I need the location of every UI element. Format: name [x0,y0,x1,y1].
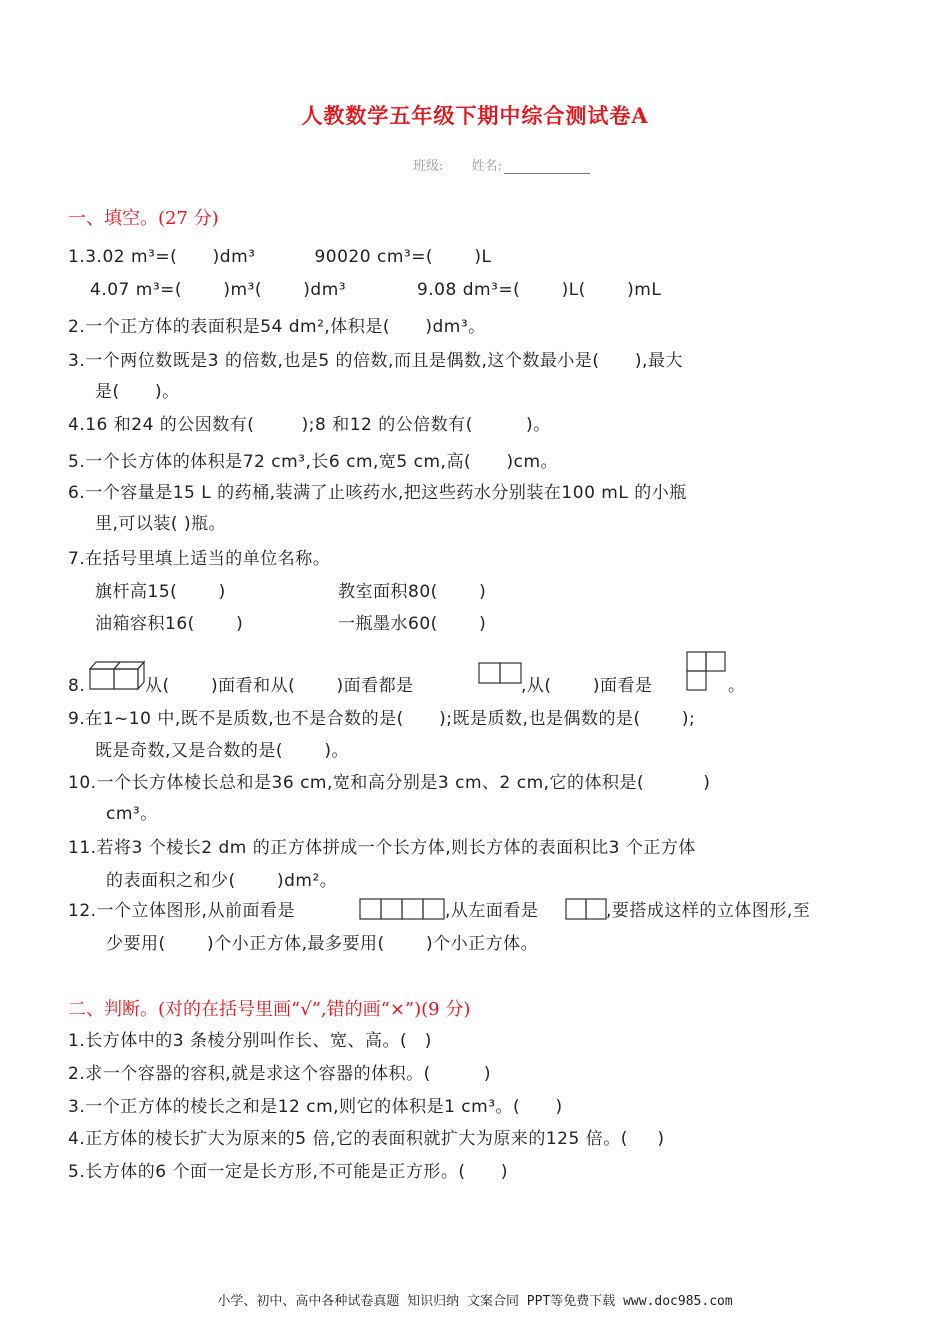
question-12-text-3: ,要搭成这样的立体图形,至 [606,901,811,921]
question-1a: 1.3.02 m³=( )dm³ 90020 cm³=( )L [68,247,492,267]
question-9b: 既是奇数,又是合数的是( )。 [95,741,349,761]
section-2-title: 二、判断。(对的在括号里画“√”,错的画“×”)(9 分) [68,999,471,1020]
question-3a: 3.一个两位数既是3 的倍数,也是5 的倍数,而且是偶数,这个数最小是( ),最大 [68,351,683,371]
question-12b: 少要用( )个小正方体,最多要用( )个小正方体。 [106,934,539,954]
student-info [413,155,614,174]
judge-4: 4.正方体的棱长扩大为原来的5 倍,它的表面积就扩大为原来的125 倍。( ) [68,1129,665,1149]
question-7-classroom: 教室面积80( ) [338,582,487,602]
question-11a: 11.若将3 个棱长2 dm 的正方体拼成一个长方体,则长方体的表面积比3 个正方体 [68,838,696,858]
question-4: 4.16 和24 的公因数有( );8 和12 的公倍数有( )。 [68,415,551,435]
name-blank[interactable] [504,161,590,174]
question-8-text-1: 从( )面看和从( )面看都是 [145,676,414,696]
question-8-text-2: ,从( )面看是 [521,676,653,696]
question-9a: 9.在1~10 中,既不是质数,也不是合数的是( );既是质数,也是偶数的是( ); [68,709,696,729]
question-12-text-2: ,从左面看是 [445,901,539,921]
question-7-tank: 油箱容积16( ) [95,614,244,634]
question-7-ink: 一瓶墨水60( ) [338,614,487,634]
name-label: 姓名: [471,159,502,174]
judge-2: 2.求一个容器的容积,就是求这个容器的体积。( ) [68,1064,492,1084]
question-10b: cm³。 [106,804,158,824]
question-8-text-3: 。 [728,676,746,696]
class-label: 班级: [413,159,444,174]
two-square-view-icon [478,662,522,684]
l-shape-view-icon [686,651,728,691]
footer-text: 小学、初中、高中各种试卷真题 知识归纳 文案合同 PPT等免费下载 www.doc985.com [217,1294,733,1309]
question-3b: 是( )。 [95,382,180,402]
question-7: 7.在括号里填上适当的单位名称。 [68,549,331,569]
question-5: 5.一个长方体的体积是72 cm³,长6 cm,宽5 cm,高( )cm。 [68,452,559,472]
question-12-text-1: 12.一个立体图形,从前面看是 [68,901,295,921]
left-view-icon [565,898,607,920]
question-10a: 10.一个长方体棱长总和是36 cm,宽和高分别是3 cm、2 cm,它的体积是( ) [68,773,711,793]
judge-1: 1.长方体中的3 条棱分别叫作长、宽、高。( ) [68,1031,432,1051]
cubes-figure [88,659,146,691]
section-1-title: 一、填空。(27 分) [68,208,219,229]
question-8-number: 8. [68,676,86,696]
question-6b: 里,可以装( )瓶。 [95,514,227,534]
judge-5: 5.长方体的6 个面一定是长方形,不可能是正方形。( ) [68,1162,509,1182]
page-title: 人教数学五年级下期中综合测试卷A [301,103,649,128]
question-7-flagpole: 旗杆高15( ) [95,582,226,602]
judge-3: 3.一个正方体的棱长之和是12 cm,则它的体积是1 cm³。( ) [68,1097,563,1117]
question-1b: 4.07 m³=( )m³( )dm³ 9.08 dm³=( )L( )mL [90,280,662,300]
question-2: 2.一个正方体的表面积是54 dm²,体积是( )dm³。 [68,317,486,337]
question-11b: 的表面积之和少( )dm²。 [106,871,338,891]
question-6a: 6.一个容量是15 L 的药桶,装满了止咳药水,把这些药水分别装在100 mL 的小瓶 [68,483,687,503]
front-view-icon [359,898,445,920]
